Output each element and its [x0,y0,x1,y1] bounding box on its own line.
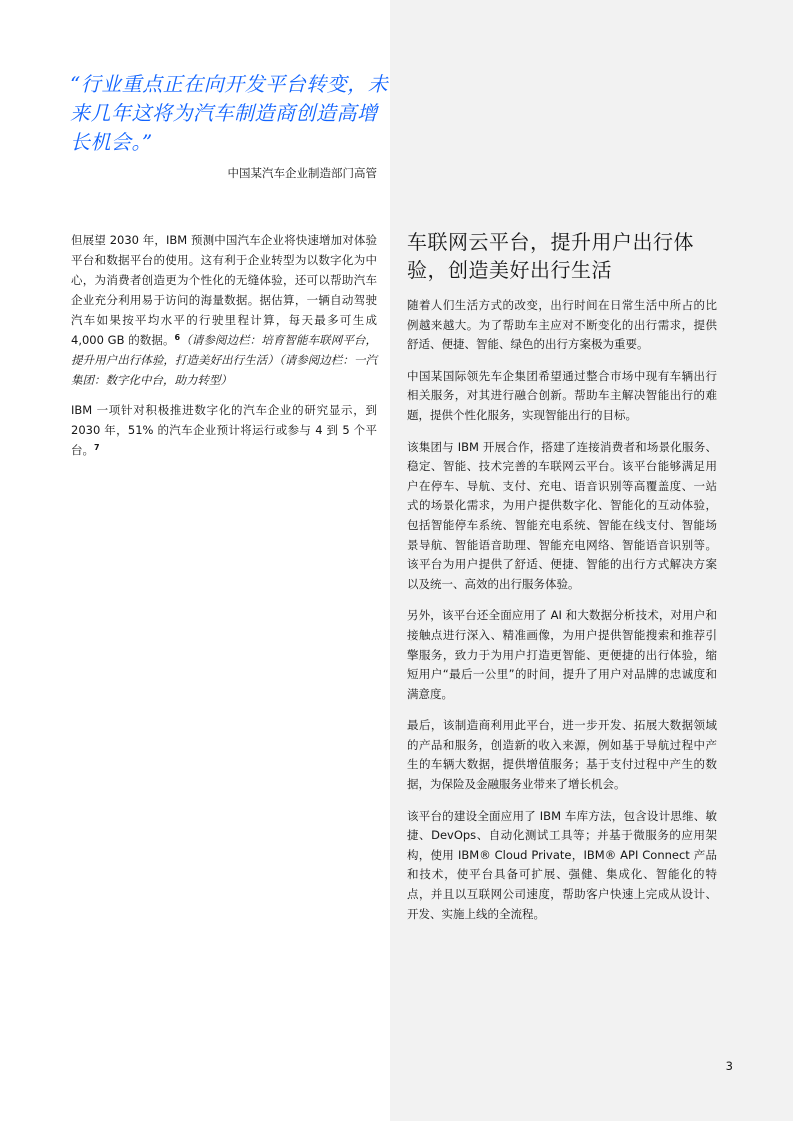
sidebar-paragraph: 随着人们生活方式的改变，出行时间在日常生活中所占的比例越来越大。为了帮助车主应对不断变化的出行需求，提供舒适、便捷、智能、绿色的出行方案极为重要。 [407,298,717,352]
pull-quote: “行业重点正在向开发平台转变，未来几年这将为汽车制造商创造高增长机会。” [70,72,389,154]
page-number: 3 [725,1059,733,1073]
sidebar-panel [407,228,717,936]
footnote-marker: 7 [94,443,100,452]
body-paragraph [71,400,377,460]
sidebar-paragraph: 另外，该平台还全面应用了 AI 和大数据分析技术，对用户和接触点进行深入、精准画像，为用户提供智能搜索和推荐引擎服务，致力于为用户打造更智能、更便捷的出行体验，缩短用户“最后一公里”的时间，提升了用户对品牌的忠诚度和满意度。 [407,608,717,701]
body-paragraph [71,230,377,390]
quote-attribution: 中国某汽车企业制造部门高管 [227,166,377,180]
sidebar-paragraph: 中国某国际领先车企集团希望通过整合市场中现有车辆出行相关服务，对其进行融合创新。帮助车主解决智能出行的难题，提供个性化服务，实现智能出行的目标。 [407,368,717,422]
footnote-marker: 6 [174,333,181,342]
see-also-reference: （请参阅边栏：培育智能车联网平台，提升用户出行体验，打造美好出行生活）（请参阅边栏：一汽集团：数字化中台，助力转型） [71,333,377,387]
main-text-column [71,230,377,470]
sidebar-paragraph: 该集团与 IBM 开展合作，搭建了连接消费者和场景化服务、稳定、智能、技术完善的车联网云平台。该平台能够满足用户在停车、导航、支付、充电、语音识别等高覆盖度、一站式的场景化需求，为用户提供数字化、智能化的互动体验，包括智能停车系统、智能充电系统、智能在线支付、智能场景导航、智能语音助理、智能充电网络、智能语音识别等。该平台为用户提供了舒适、便捷、智能的出行方式解决方案以及统一、高效的出行服务体验。 [407,439,717,591]
sidebar-title: 车联网云平台，提升用户出行体验，创造美好出行生活 [407,230,694,282]
paragraph-text: 但展望 2030 年，IBM 预测中国汽车企业将快速增加对体验平台和数据平台的使用。这有利于企业转型为以数字化为中心，为消费者创造更为个性化的无缝体验，还可以帮助汽车企业充分利用易于访问的海量数据。据估算，一辆自动驾驶汽车如果按平均水平的行驶里程计算，每天最多可生成 4,000 GB 的数据。 [71,233,377,347]
paragraph-text: IBM 一项针对积极推进数字化的汽车企业的研究显示，到 2030 年，51% 的汽车企业预计将运行或参与 4 到 5 个平台。 [71,403,377,457]
sidebar-paragraph: 该平台的建设全面应用了 IBM 车库方法，包含设计思维、敏捷、DevOps、自动化测试工具等；并基于微服务的应用架构，使用 IBM® Cloud Private，IBM® API Connect 产品和技术，使平台具备可扩展、强健、集成化、智能化的特点，并且以互联网公司速度，帮助客户快速上完成从设计、开发、实施上线的全流程。 [407,808,717,921]
sidebar-paragraph: 最后，该制造商利用此平台，进一步开发、拓展大数据领域的产品和服务，创造新的收入来源，例如基于导航过程中产生的车辆大数据，提供增值服务；基于支付过程中产生的数据，为保险及金融服务业带来了增长机会。 [407,718,717,792]
